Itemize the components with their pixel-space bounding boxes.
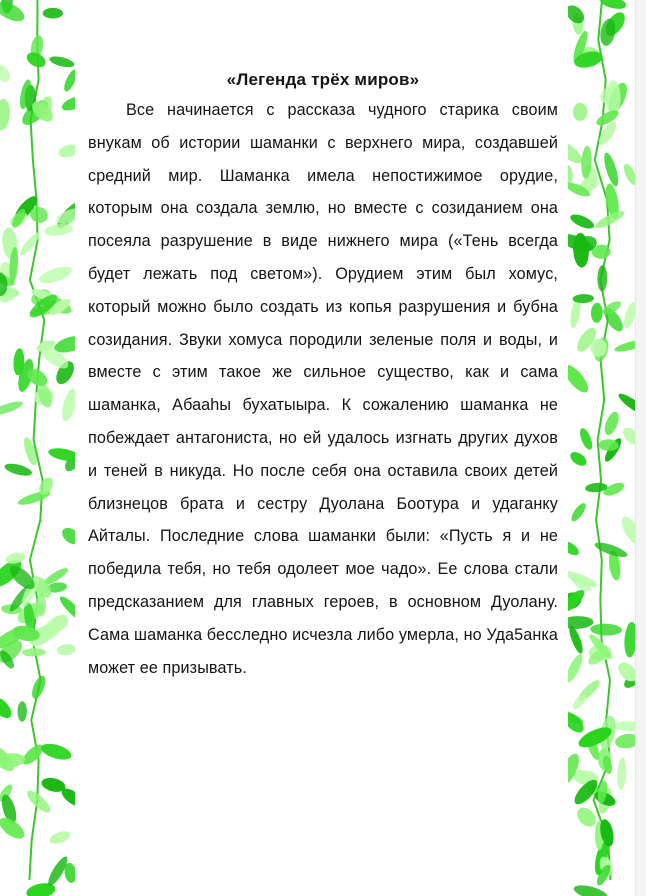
leaf <box>591 303 603 323</box>
leaf <box>57 142 75 159</box>
leaf <box>24 787 53 815</box>
leaf <box>19 741 46 767</box>
leaf <box>606 80 621 115</box>
leaf <box>599 0 627 11</box>
leaf <box>612 721 636 731</box>
leaf <box>0 98 11 130</box>
page-edge <box>635 0 646 896</box>
leaf <box>0 399 24 417</box>
document-title: «Легенда трёх миров» <box>226 70 420 89</box>
document-paragraph: Все начинается с рассказа чудного старика своим внукам об истории шаманки с верхнего мира, создавшей средний мир. Шаманка имела непостижимое орудие, которым она создала землю, но вместе с созиданием она посеяла разрушение в виде нижнего мира («Тень всегда будет лежать под светом»). Орудием этим был хомус, который можно было создать из копья разрушения и бубна созидания. Звуки хомуса породили зеленые поля и воды, и вместе с этим такое же сильное существо, как и сама шаманка, Абааhы бухатыыра. К сожалению шаманка не побеждает антагониста, но ей удалось изгнать других духов и теней в никуда. Но после себя она оставила своих детей близнецов брата и сестру Дуолана Боотура и удаганку Айталы. Последние слова шаманки были: «Пусть я и не победила тебя, но тебя одолеет мое чадо». Ее слова стали предсказанием для главных героев, в основном Дуолану. Сама шаманка бесследно исчезла либо умерла, но Уда5анка может ее призывать. <box>88 101 558 677</box>
leaf <box>601 151 621 188</box>
leaf <box>590 623 622 636</box>
leaf <box>59 525 75 548</box>
leaf <box>47 446 75 463</box>
leaf <box>613 337 636 354</box>
leaf <box>48 829 72 847</box>
leaf <box>616 391 636 419</box>
leaf <box>578 427 595 452</box>
leaf <box>569 501 588 523</box>
leaf <box>0 0 27 25</box>
leaf <box>0 63 13 85</box>
leaf <box>56 643 75 656</box>
leaf <box>18 230 43 257</box>
leaf <box>602 410 622 437</box>
leaf <box>620 425 636 448</box>
leaf-border-left <box>0 0 75 896</box>
leaf <box>37 263 74 286</box>
leaf-border-right-art <box>568 0 636 896</box>
leaf-border-right <box>568 0 636 896</box>
leaf <box>568 616 594 630</box>
leaf <box>597 265 607 292</box>
leaf <box>568 587 588 616</box>
leaf <box>59 387 75 422</box>
leaf <box>568 538 581 558</box>
leaf <box>22 648 46 657</box>
leaf <box>568 2 588 27</box>
leaf <box>614 732 636 750</box>
leaf <box>39 741 73 763</box>
leaf <box>572 882 609 896</box>
leaf <box>60 93 75 114</box>
leaf <box>572 102 588 121</box>
leaf-border-left-art <box>0 0 75 896</box>
text-block <box>88 70 558 684</box>
leaf <box>616 757 626 790</box>
leaf <box>43 222 73 237</box>
leaf <box>0 694 15 722</box>
leaf <box>568 361 592 396</box>
leaf <box>29 674 48 701</box>
leaf <box>0 752 26 770</box>
leaf <box>618 513 636 547</box>
leaf <box>62 68 75 94</box>
leaf <box>3 461 33 478</box>
leaf <box>17 701 26 721</box>
leaf <box>568 165 573 184</box>
leaf <box>621 162 636 187</box>
leaf <box>621 300 636 329</box>
leaf <box>568 449 589 468</box>
leaf <box>43 8 63 19</box>
leaf <box>568 212 596 232</box>
leaf <box>48 54 75 69</box>
leaf <box>568 652 585 685</box>
